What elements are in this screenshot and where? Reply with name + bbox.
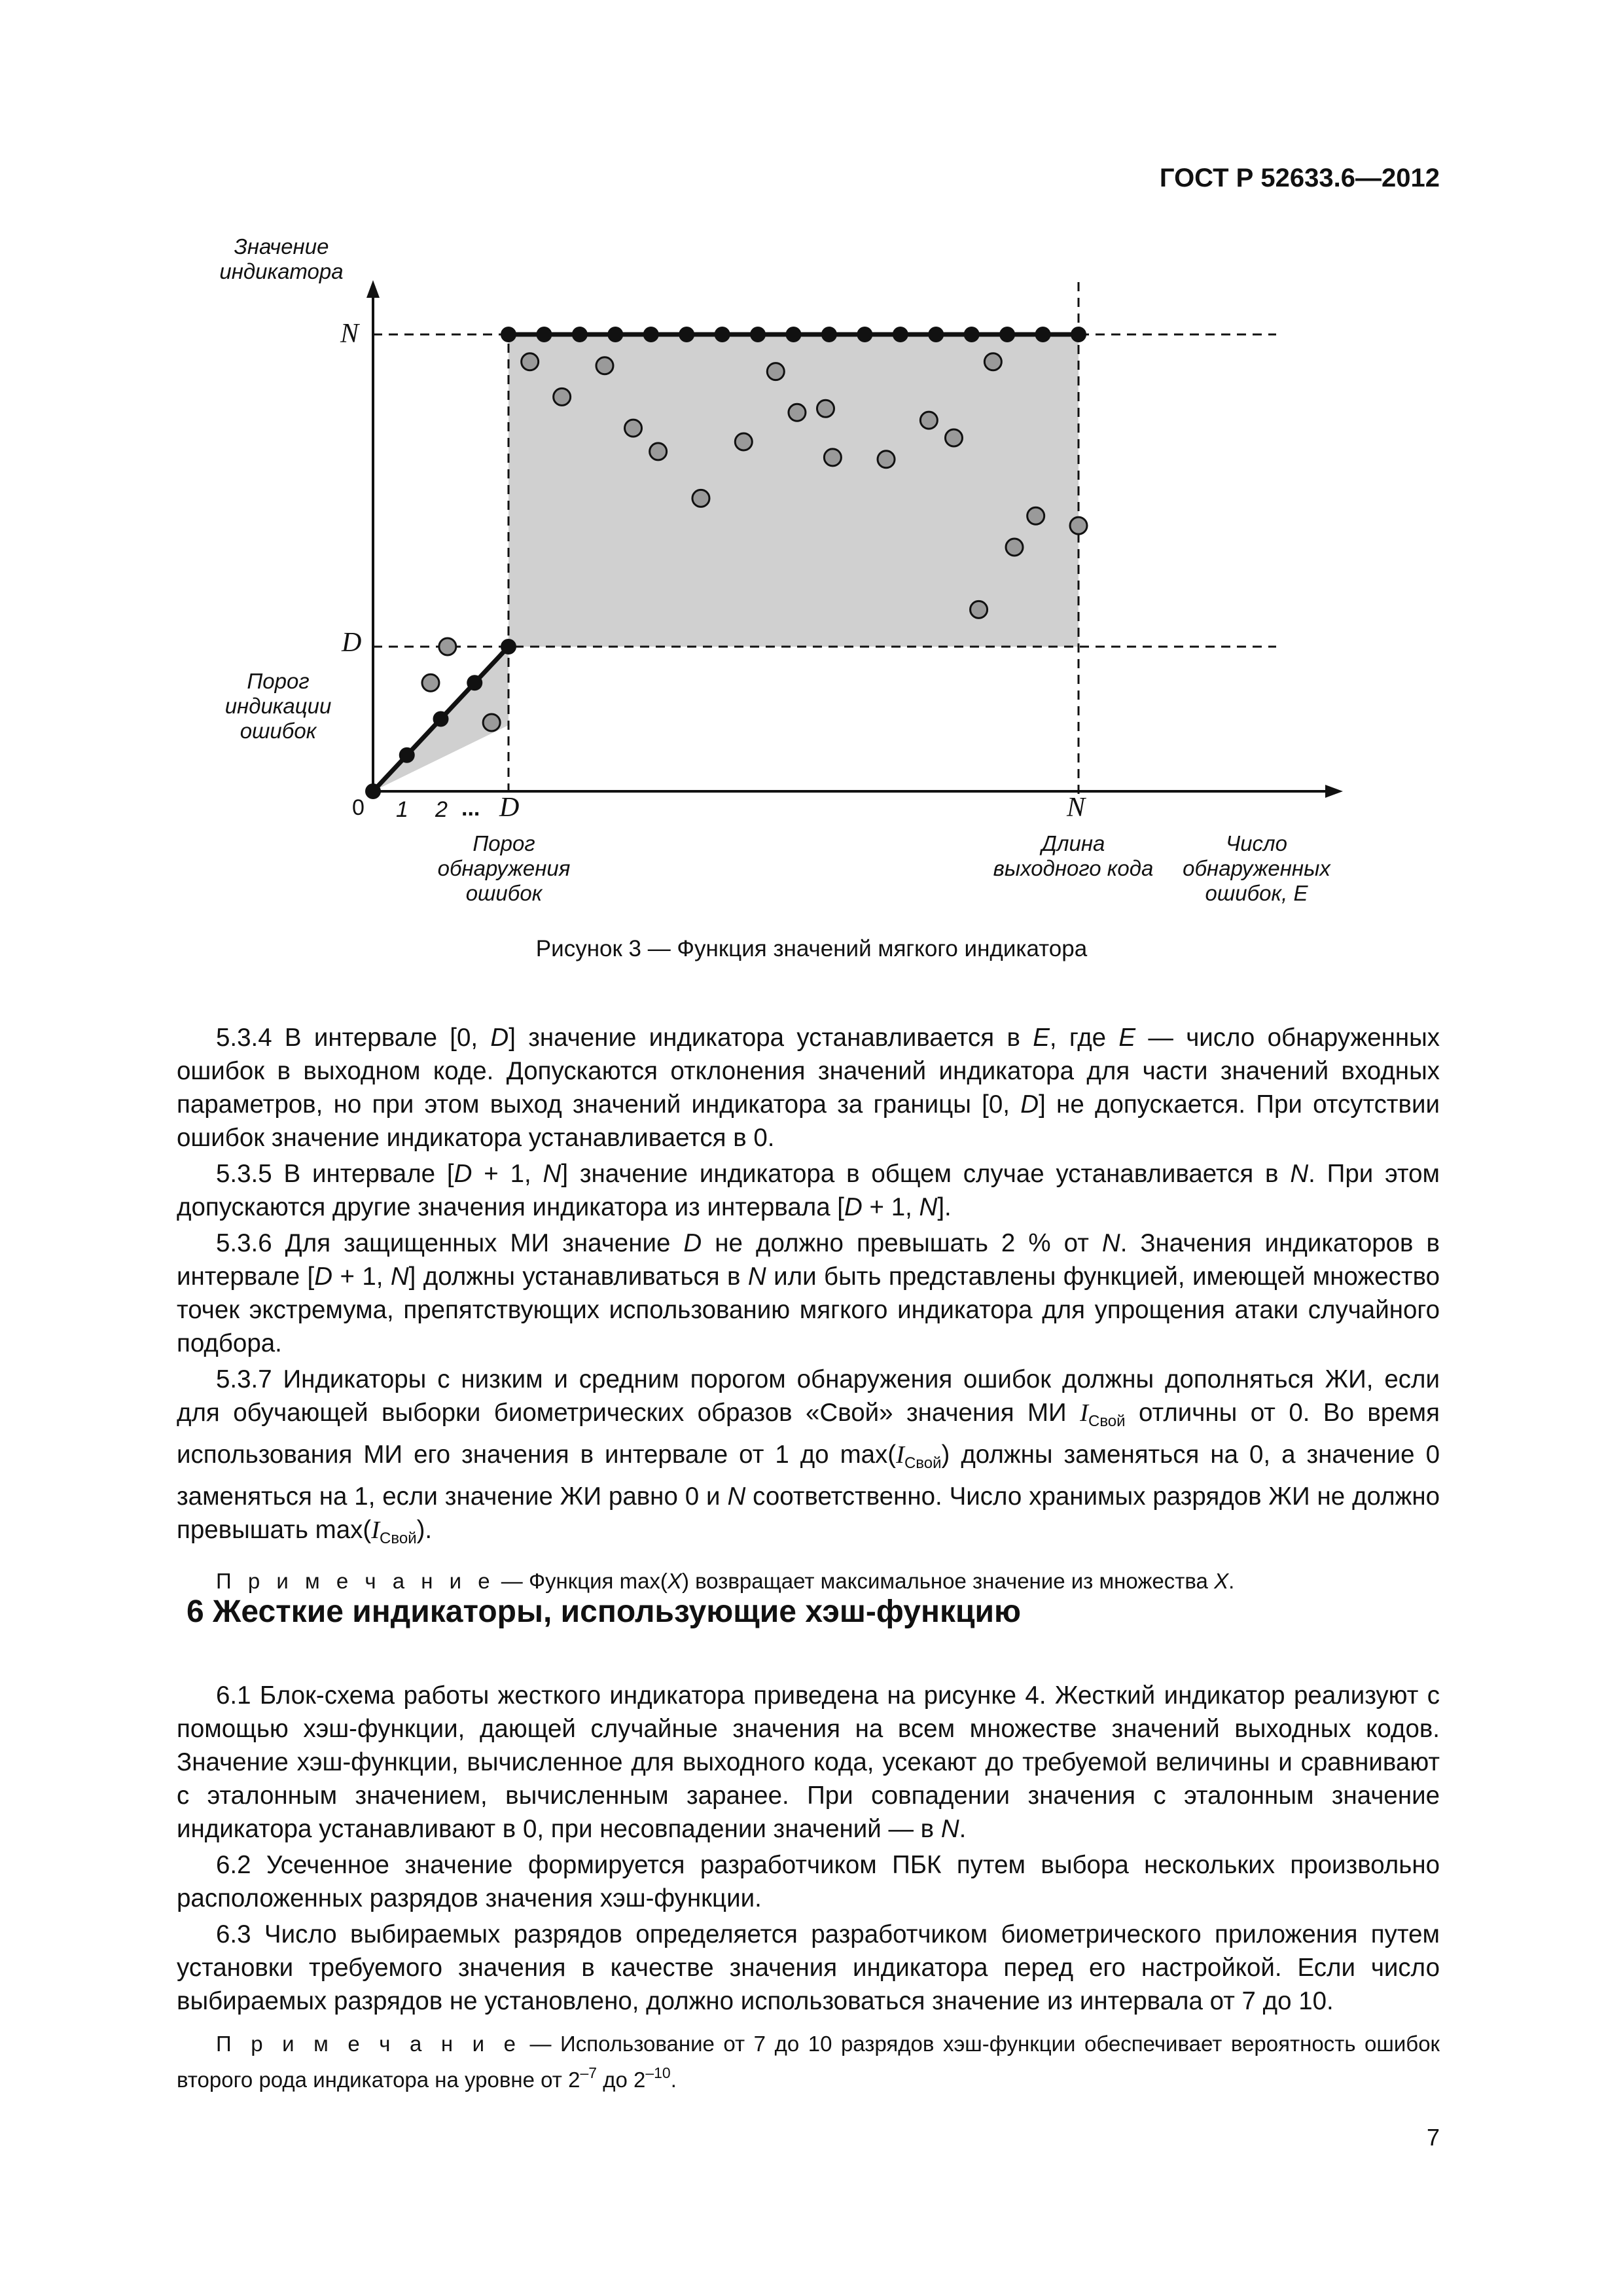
x-tick-n: N [1067,793,1086,823]
point-nominal-linear-0 [365,783,381,799]
x-tick-ellipsis: ... [461,796,480,821]
point-scatter-high-2 [596,357,613,374]
soft-indicator-chart [0,0,1623,929]
point-nominal-linear-2 [433,711,449,727]
point-scatter-high-14 [971,601,988,618]
x-tick-two: 2 [435,797,448,822]
shaded-rectangle-region [508,334,1079,647]
x-tick-zero: 0 [352,795,365,820]
y-axis-title: Значение индикатора [219,234,344,283]
paragraph-5-3-6: 5.3.6 Для защищенных МИ значение D не должно превышать 2 % от N. Значения индикаторов в интервале [D + 1, N] должны устанавливаться в N или быть представлены функцией, имеющей множество точек экстремума, препятствующих использованию мягкого индикатора для упрощения атаки случайного подбора. [177,1229,1440,1357]
point-scatter-high-9 [817,400,834,417]
point-scatter-high-11 [878,451,895,468]
paragraph-6-1: 6.1 Блок-схема работы жесткого индикатора приведена на рисунке 4. Жесткий индикатор реализуют с помощью хэш-функции, дающей случайные значения на всем множестве значений выходных кодов. Значение хэш-функции, вычисленное для выходного кода, усекают до требуемой величины и сравнивают с эталонным значением, вычисленным заранее. При совпадении значения с эталонным значение индикатора устанавливают в 0, при несовпадении значений — в N. [177,1681,1440,1843]
y-tick-n: N [340,319,359,349]
point-nominal-saturated-3 [607,327,623,342]
x-axis-title: Число обнаруженных ошибок, E [1183,831,1330,905]
output-length-label: Длина выходного кода [993,831,1154,880]
note-max-function: П р и м е ч а н и е — Функция max(X) возвращает максимальное значение из множества X. [216,1569,1235,1593]
point-nominal-saturated-13 [964,327,980,342]
point-nominal-saturated-5 [679,327,694,342]
paragraph-5-3-7: 5.3.7 Индикаторы с низким и средним порогом обнаружения ошибок должны дополняться ЖИ, если для обучающей выборки биометрических образов «Свой» значения МИ $I_{Свой}$ отличны от 0. Во время использования МИ его значения в интервале от 1 до $\max(I_{Свой})$ должны заменяться на 0, а значение 0 заменяться на 1, если значение ЖИ равно 0 и N соответственно. Число хранимых разрядов ЖИ не должно превышать $\max(I_{Свой})$. [177,1365,1440,1547]
point-nominal-saturated-4 [643,327,659,342]
point-nominal-saturated-2 [572,327,588,342]
indication-threshold-label: Порог индикации ошибок [224,669,332,743]
y-tick-d: D [342,628,362,658]
point-scatter-high-6 [735,433,752,450]
y-axis-arrow [366,280,380,298]
point-nominal-saturated-14 [999,327,1015,342]
standard-header: ГОСТ Р 52633.6—2012 [1159,164,1440,192]
x-tick-d: D [499,793,520,823]
point-nominal-saturated-1 [536,327,552,342]
point-scatter-high-17 [1027,507,1044,524]
paragraph-5-3-4: 5.3.4 В интервале [0, D] значение индикатора устанавливается в E, где E — число обнаруженных ошибок в выходном коде. Допускаются отклонения значений индикатора для части значений входных параметров, но при этом выход значений индикатора за границы [0, D] не допускается. При отсутствии ошибок значение индикатора устанавливается в 0. [177,1024,1440,1152]
point-scatter-high-7 [767,363,784,380]
point-scatter-high-4 [650,443,667,460]
point-scatter-high-10 [824,449,841,466]
note-hash-bits: П р и м е ч а н и е — Использование от 7 до 10 разрядов хэш-функции обеспечивает вероятность ошибок второго рода индикатора на уровне от $2^{-7}$ до $2^{-10}$. [177,2032,1440,2092]
paragraph-5-3-5: 5.3.5 В интервале [D + 1, N] значение индикатора в общем случае устанавливается в N. При этом допускаются другие значения индикатора из интервала [D + 1, N]. [177,1160,1440,1221]
point-nominal-linear-4 [501,639,516,655]
point-nominal-saturated-8 [786,327,802,342]
point-scatter-high-13 [945,429,962,446]
point-nominal-saturated-6 [715,327,730,342]
paragraph-6-2: 6.2 Усеченное значение формируется разработчиком ПБК путем выбора нескольких произвольно расположенных разрядов значения хэш-функции. [177,1851,1440,1912]
detection-threshold-label: Порог обнаружения ошибок [437,831,571,905]
point-scatter-low-0 [422,674,439,691]
point-scatter-high-18 [1070,517,1087,534]
point-scatter-high-8 [789,404,806,421]
point-scatter-high-15 [984,353,1001,370]
point-nominal-saturated-7 [750,327,766,342]
figure-caption: Рисунок 3 — Функция значений мягкого индикатора [535,936,1088,961]
point-scatter-high-16 [1006,539,1023,556]
point-scatter-high-12 [920,412,937,429]
x-axis-arrow [1325,785,1343,798]
point-nominal-saturated-0 [501,327,516,342]
point-nominal-saturated-12 [928,327,944,342]
point-scatter-high-5 [692,490,709,507]
point-scatter-low-1 [439,638,456,655]
point-nominal-saturated-15 [1035,327,1051,342]
point-nominal-linear-1 [399,747,415,763]
point-nominal-saturated-10 [857,327,872,342]
section-6-heading: 6 Жесткие индикаторы, использующие хэш-функцию [187,1594,1021,1629]
x-tick-one: 1 [396,797,408,822]
point-scatter-high-3 [625,420,642,437]
point-scatter-high-0 [522,353,539,370]
page-number: 7 [1426,2124,1440,2151]
paragraph-6-3: 6.3 Число выбираемых разрядов определяется разработчиком биометрического приложения путем установки требуемого значения в качестве значения индикатора перед его настройкой. Если число выбираемых разрядов не установлено, должно использоваться значение из интервала от 7 до 10. [177,1920,1440,2015]
point-nominal-linear-3 [467,675,482,691]
point-nominal-saturated-9 [821,327,837,342]
section-6-text [177,1679,1440,2094]
section-5-3-text [177,1021,1440,1596]
point-scatter-low-2 [483,714,500,731]
point-scatter-high-1 [554,388,571,405]
point-nominal-saturated-16 [1071,327,1086,342]
point-nominal-saturated-11 [893,327,908,342]
